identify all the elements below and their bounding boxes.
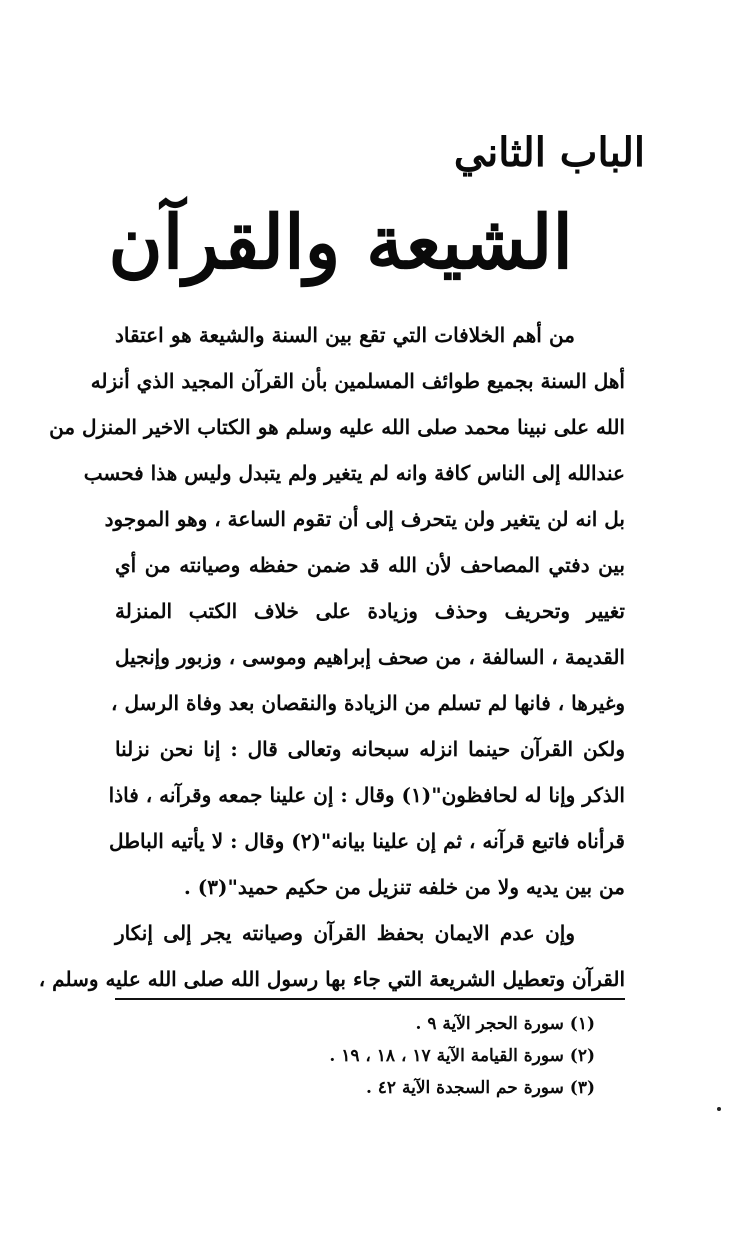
chapter-heading: الباب الثاني [453,129,645,176]
text-line: عندالله إلى الناس كافة وانه لم يتغير ولم يتبدل وليس هذا فحسب [83,461,625,485]
text-line: ولكن القرآن حينما انزله سبحانه وتعالى قال : إنا نحن نزلنا [115,737,625,761]
text-line: القديمة ، السالفة ، من صحف إبراهيم وموسى ، وزبور وإنجيل [115,645,625,669]
text-line: وإن عدم الايمان بحفظ القرآن وصيانته يجر إلى إنكار [115,921,575,945]
text-line: من أهم الخلافات التي تقع بين السنة والشيعة هو اعتقاد [115,323,575,347]
footnote-3: (٣) سورة حم السجدة الآية ٤٢ . [365,1078,595,1098]
body-text [38,312,625,1002]
text-line: قرأناه فاتبع قرآنه ، ثم إن علينا بيانه"(٢) وقال : لا يأتيه الباطل [108,829,625,853]
footnotes [255,1008,595,1104]
footnote-divider [115,998,625,1000]
text-line: أهل السنة بجميع طوائف المسلمين بأن القرآن المجيد الذي أنزله [90,369,625,393]
text-line: الذكر وإنا له لحافظون"(١) وقال : إن علينا جمعه وقرآنه ، فاذا [108,783,625,807]
page-title: الشيعة والقرآن [108,200,573,286]
text-line: الله على نبينا محمد صلى الله عليه وسلم هو الكتاب الاخير المنزل من [49,415,625,439]
text-line: تغيير وتحريف وحذف وزيادة على خلاف الكتب المنزلة [115,599,625,623]
footnote-2: (٢) سورة القيامة الآية ١٧ ، ١٨ ، ١٩ . [329,1046,595,1066]
text-line: وغيرها ، فانها لم تسلم من الزيادة والنقصان بعد وفاة الرسل ، [111,691,625,715]
footnote-1: (١) سورة الحجر الآية ٩ . [415,1014,595,1034]
ink-speck [717,1107,721,1111]
text-line: القرآن وتعطيل الشريعة التي جاء بها رسول الله صلى الله عليه وسلم ، [38,967,625,991]
text-line: بين دفتي المصاحف لأن الله قد ضمن حفظه وصيانته من أي [115,553,625,577]
text-line: من بين يديه ولا من خلفه تنزيل من حكيم حميد"(٣) . [183,875,625,899]
text-line: بل انه لن يتغير ولن يتحرف إلى أن تقوم الساعة ، وهو الموجود [104,507,625,531]
